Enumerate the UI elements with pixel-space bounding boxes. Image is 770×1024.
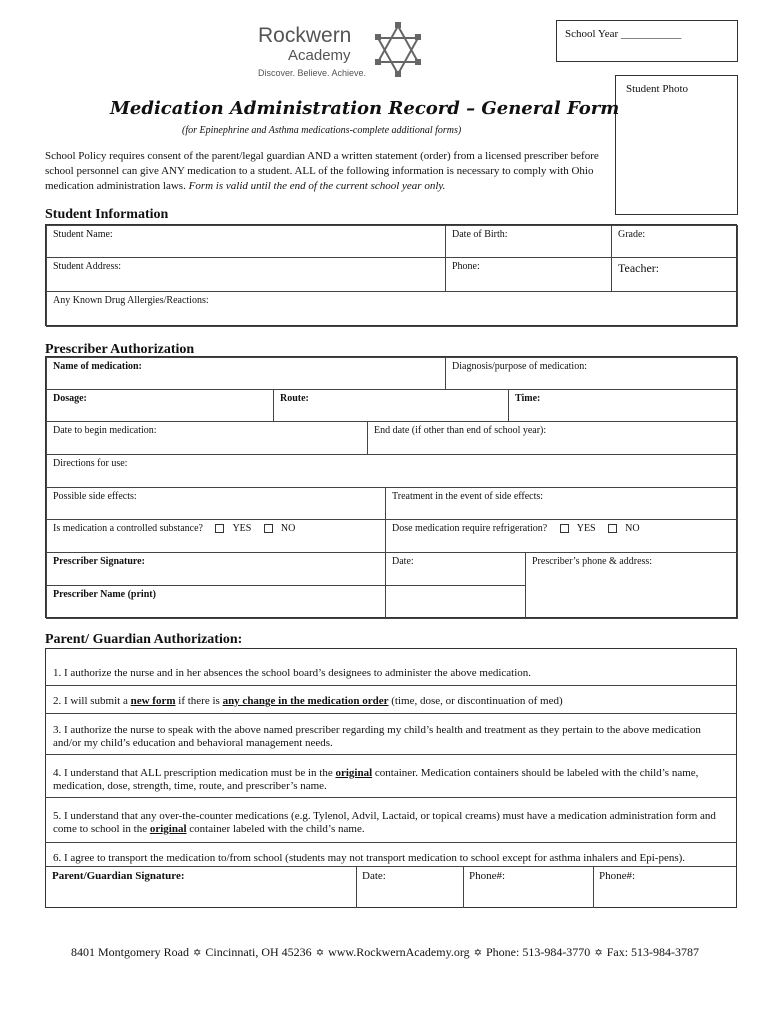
refrigeration-label: Dose medication require refrigeration? [392, 523, 548, 534]
parent-signature-row [45, 866, 737, 908]
allergies-field[interactable] [46, 291, 738, 327]
route-label: Route: [280, 393, 309, 404]
dosage-label: Dosage: [53, 393, 87, 404]
prescriber-blank-field[interactable] [385, 585, 526, 619]
student-name-label: Student Name: [53, 229, 113, 240]
parent-item-5-original: original [149, 823, 187, 835]
student-address-field[interactable] [46, 257, 446, 292]
policy-paragraph [45, 149, 605, 194]
allergies-label: Any Known Drug Allergies/Reactions: [53, 295, 209, 306]
parent-item-4 [45, 762, 736, 798]
side-effects-field[interactable] [46, 487, 386, 520]
parent-item-3 [45, 719, 736, 755]
star-of-david-icon: ✡ [594, 948, 603, 959]
logo [258, 22, 438, 82]
controlled-no-label: NO [280, 523, 296, 534]
parent-item-2-text-a: 2. I will submit a [53, 695, 128, 707]
parent-item-2-change-order: any change in the medication order [222, 695, 389, 707]
medication-name-field[interactable] [46, 357, 446, 390]
parent-item-4-original: original [335, 767, 373, 779]
star-of-david-icon: ✡ [315, 948, 325, 959]
diagnosis-field[interactable] [445, 357, 738, 390]
footer-website: www.RockwernAcademy.org [328, 945, 470, 959]
footer-city: Cincinnati, OH 45236 [205, 945, 312, 959]
grade-field[interactable] [611, 225, 738, 258]
parent-signature-label: Parent/Guardian Signature: [52, 870, 185, 882]
parent-signature-field[interactable] [46, 867, 357, 908]
teacher-field[interactable] [611, 257, 738, 292]
refrigeration-yes-label: YES [576, 523, 596, 534]
prescriber-phone-address-field[interactable] [525, 552, 738, 619]
end-date-field[interactable] [367, 421, 738, 455]
star-of-david-icon: ✡ [192, 948, 202, 959]
parent-item-6-text: 6. I agree to transport the medication to/from school (students may not transport medication to school except for asthma inhalers and Epi-pens). [53, 852, 686, 864]
parent-heading: Parent/ Guardian Authorization: [45, 632, 243, 647]
school-year-box[interactable] [556, 20, 738, 62]
controlled-substance-label: Is medication a controlled substance? [53, 523, 203, 534]
begin-date-label: Date to begin medication: [53, 425, 157, 436]
footer [0, 945, 770, 960]
logo-name-line1: Rockwern [258, 24, 352, 47]
parent-item-3-text: 3. I authorize the nurse to speak with the above named prescriber regarding my child’s health and treatment as they pertain to the above medication and/or my child’s education and behavioral management needs. [53, 724, 701, 749]
date-of-birth-label: Date of Birth: [452, 229, 508, 240]
footer-address: 8401 Montgomery Road [70, 945, 189, 959]
begin-date-field[interactable] [46, 421, 368, 455]
prescriber-signature-field[interactable] [46, 552, 386, 586]
prescriber-phone-address-label: Prescriber’s phone & address: [532, 556, 653, 567]
policy-validity-note: Form is valid until the end of the current school year only. [188, 180, 446, 192]
star-of-david-logo-icon [368, 22, 428, 78]
parent-item-6 [53, 852, 733, 864]
parent-item-2-text-e: (time, dose, or discontinuation of med) [391, 695, 563, 707]
date-of-birth-field[interactable] [445, 225, 612, 258]
form-subtitle: (for Epinephrine and Asthma medications-complete additional forms) [182, 125, 462, 136]
refrigeration-no-checkbox[interactable] [608, 524, 617, 533]
parent-phone1-field[interactable] [463, 867, 594, 908]
grade-label: Grade: [618, 229, 646, 240]
treatment-field[interactable] [385, 487, 738, 520]
prescriber-table [45, 356, 737, 618]
parent-date-field[interactable] [356, 867, 464, 908]
school-year-label: School Year ___________ [565, 28, 682, 40]
footer-fax: Fax: 513-984-3787 [606, 945, 700, 959]
controlled-yes-label: YES [232, 523, 252, 534]
student-photo-box[interactable] [615, 75, 738, 215]
parent-item-4-text-c: container. Medication containers should be labeled with the child’s name, medication, dose, strength, time, route, and prescriber’s name. [53, 767, 699, 792]
controlled-substance-row [46, 519, 386, 553]
treatment-label: Treatment in the event of side effects: [392, 491, 544, 502]
student-name-field[interactable] [46, 225, 446, 258]
dosage-field[interactable] [46, 389, 274, 422]
parent-item-5-text-a: 5. I understand that any over-the-counter medications (e.g. Tylenol, Advil, Lactaid, or topical creams) must have a medication administration form and come to school in the [53, 810, 716, 835]
star-of-david-icon: ✡ [473, 948, 482, 959]
prescriber-heading: Prescriber Authorization [45, 342, 195, 357]
prescriber-date-label: Date: [392, 556, 414, 567]
directions-field[interactable] [46, 454, 738, 488]
parent-item-2 [45, 690, 736, 714]
prescriber-name-print-label: Prescriber Name (print) [53, 589, 156, 600]
policy-text: School Policy requires consent of the parent/legal guardian AND a written statement (order) from a licensed prescriber before school personnel can give ANY medication to a student. ALL of the following information is necessary to comply with Ohio medication administration laws. [45, 150, 599, 192]
time-field[interactable] [508, 389, 738, 422]
student-info-heading: Student Information [45, 207, 169, 222]
parent-item-5-text-c: container labeled with the child’s name. [189, 823, 365, 835]
student-address-label: Student Address: [53, 261, 122, 272]
route-field[interactable] [273, 389, 509, 422]
controlled-yes-checkbox[interactable] [215, 524, 224, 533]
parent-item-5 [45, 805, 736, 843]
parent-phone2-label: Phone#: [599, 870, 636, 882]
teacher-label: Teacher: [618, 261, 660, 275]
controlled-no-checkbox[interactable] [264, 524, 273, 533]
diagnosis-label: Diagnosis/purpose of medication: [452, 361, 587, 372]
student-photo-label: Student Photo [626, 83, 689, 95]
end-date-label: End date (if other than end of school year): [374, 425, 547, 436]
student-info-table [45, 224, 737, 326]
phone-field[interactable] [445, 257, 612, 292]
refrigeration-yes-checkbox[interactable] [560, 524, 569, 533]
logo-name-line2: Academy [288, 47, 351, 64]
prescriber-name-print-field[interactable] [46, 585, 386, 619]
parent-phone1-label: Phone#: [469, 870, 506, 882]
side-effects-label: Possible side effects: [53, 491, 137, 502]
time-label: Time: [515, 393, 541, 404]
parent-item-2-text-c: if there is [178, 695, 220, 707]
phone-label: Phone: [452, 261, 480, 272]
parent-item-1-text: 1. I authorize the nurse and in her absences the school board’s designees to administer the above medication. [53, 667, 532, 679]
form-title: Medication Administration Record – General Form [110, 98, 620, 119]
prescriber-signature-label: Prescriber Signature: [53, 556, 145, 567]
parent-item-4-text-a: 4. I understand that ALL prescription medication must be in the [53, 767, 333, 779]
prescriber-date-field[interactable] [385, 552, 526, 586]
logo-tagline: Discover. Believe. Achieve. [258, 68, 367, 78]
refrigeration-row [385, 519, 738, 553]
parent-item-2-new-form: new form [130, 695, 176, 707]
parent-phone2-field[interactable] [593, 867, 736, 908]
directions-label: Directions for use: [53, 458, 128, 469]
medication-name-label: Name of medication: [53, 361, 142, 372]
parent-item-1 [45, 662, 736, 686]
refrigeration-no-label: NO [625, 523, 640, 534]
parent-date-label: Date: [362, 870, 386, 882]
footer-phone: Phone: 513-984-3770 [485, 945, 591, 959]
